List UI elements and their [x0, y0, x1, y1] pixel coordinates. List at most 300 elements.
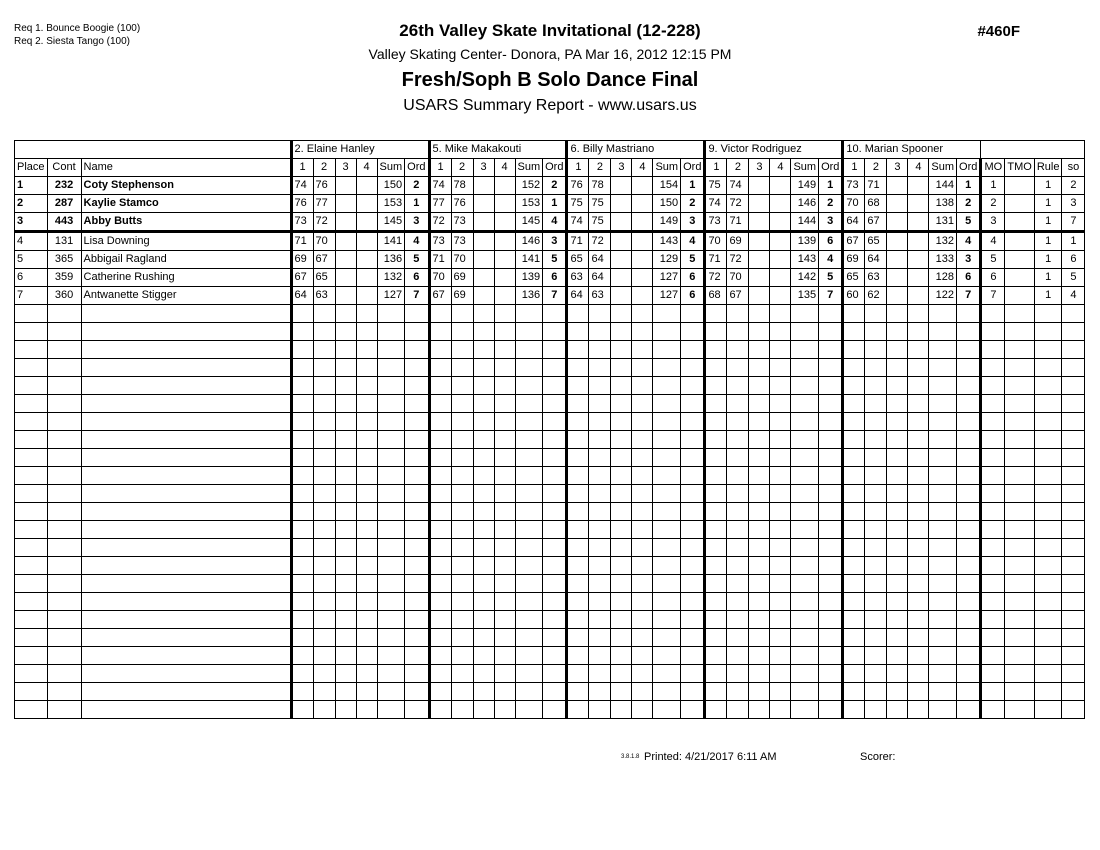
score-cell	[727, 575, 749, 593]
col-header-2: 2	[313, 159, 335, 177]
score-cell	[865, 647, 887, 665]
ordinal-cell	[543, 701, 567, 719]
score-cell	[632, 195, 653, 213]
software-version: 3.8.1.8	[621, 754, 640, 760]
score-cell	[335, 359, 356, 377]
score-cell	[770, 251, 791, 269]
score-cell	[335, 665, 356, 683]
score-cell	[865, 485, 887, 503]
start-order-cell	[1062, 449, 1085, 467]
empty-row	[15, 647, 1085, 665]
results-table	[14, 140, 1085, 719]
ordinal-cell	[819, 557, 843, 575]
ordinal-cell: 5	[957, 213, 981, 232]
score-cell	[770, 485, 791, 503]
contestant-number-cell	[47, 521, 81, 539]
judge-name-cell: 9. Victor Rodriguez	[705, 141, 843, 159]
ordinal-cell	[681, 593, 705, 611]
score-cell	[887, 467, 908, 485]
ordinal-cell	[819, 647, 843, 665]
score-cell	[335, 377, 356, 395]
score-cell	[356, 359, 377, 377]
empty-row	[15, 575, 1085, 593]
sum-cell	[653, 647, 681, 665]
place-cell	[15, 701, 48, 719]
sum-cell	[377, 701, 405, 719]
score-cell	[749, 305, 770, 323]
ordinal-cell	[819, 449, 843, 467]
score-cell	[632, 449, 653, 467]
score-cell	[494, 213, 515, 232]
tmo-cell	[1005, 629, 1034, 647]
score-cell: 70	[451, 251, 473, 269]
event-number: #460F	[977, 23, 1020, 40]
score-cell	[589, 341, 611, 359]
score-cell	[611, 213, 632, 232]
score-cell	[451, 449, 473, 467]
score-cell	[705, 467, 727, 485]
score-cell	[567, 665, 589, 683]
score-cell	[473, 177, 494, 195]
score-cell	[589, 539, 611, 557]
score-cell	[887, 177, 908, 195]
score-cell	[451, 683, 473, 701]
score-cell	[749, 195, 770, 213]
ordinal-cell	[819, 665, 843, 683]
place-cell: 6	[15, 269, 48, 287]
score-cell	[473, 213, 494, 232]
start-order-cell	[1062, 503, 1085, 521]
ordinal-cell	[681, 395, 705, 413]
sum-cell	[377, 395, 405, 413]
ordinal-cell	[405, 485, 429, 503]
judge-header-row	[15, 141, 1085, 159]
score-cell: 63	[313, 287, 335, 305]
ordinal-cell: 5	[543, 251, 567, 269]
contestant-number-cell: 287	[47, 195, 81, 213]
ordinal-cell: 6	[819, 232, 843, 251]
score-cell	[356, 341, 377, 359]
score-cell	[494, 377, 515, 395]
start-order-cell	[1062, 575, 1085, 593]
ordinal-cell	[957, 665, 981, 683]
skater-name-cell	[81, 665, 291, 683]
empty-row	[15, 557, 1085, 575]
sum-cell	[653, 539, 681, 557]
ordinal-cell: 6	[681, 269, 705, 287]
start-order-cell	[1062, 539, 1085, 557]
ordinal-cell	[819, 593, 843, 611]
score-cell	[589, 359, 611, 377]
score-cell	[335, 629, 356, 647]
score-cell	[356, 195, 377, 213]
ordinal-cell	[681, 413, 705, 431]
contestant-number-cell	[47, 629, 81, 647]
rule-cell	[1034, 575, 1062, 593]
score-cell: 76	[291, 195, 313, 213]
score-cell	[908, 557, 929, 575]
judge-name-cell: 10. Marian Spooner	[843, 141, 981, 159]
col-header-ord: Ord	[681, 159, 705, 177]
ordinal-cell	[405, 377, 429, 395]
score-cell	[494, 557, 515, 575]
score-cell: 69	[451, 269, 473, 287]
contestant-number-cell	[47, 683, 81, 701]
sum-cell	[515, 341, 543, 359]
score-cell	[589, 431, 611, 449]
skater-name-cell	[81, 521, 291, 539]
ordinal-cell	[681, 431, 705, 449]
place-cell	[15, 611, 48, 629]
score-cell: 76	[451, 195, 473, 213]
contestant-number-cell: 360	[47, 287, 81, 305]
sum-cell	[929, 359, 957, 377]
score-cell: 62	[865, 287, 887, 305]
score-cell	[727, 305, 749, 323]
score-cell	[843, 629, 865, 647]
skater-name-cell	[81, 323, 291, 341]
score-cell	[291, 611, 313, 629]
score-cell	[451, 485, 473, 503]
score-cell	[749, 213, 770, 232]
ordinal-cell	[681, 611, 705, 629]
score-cell	[611, 485, 632, 503]
ordinal-cell	[543, 467, 567, 485]
tmo-cell	[1005, 539, 1034, 557]
sum-cell	[653, 665, 681, 683]
score-cell	[494, 503, 515, 521]
score-cell	[473, 485, 494, 503]
score-cell	[705, 521, 727, 539]
score-cell	[451, 503, 473, 521]
score-cell	[356, 213, 377, 232]
report-title: USARS Summary Report - www.usars.us	[403, 97, 697, 114]
score-cell	[494, 287, 515, 305]
score-cell	[356, 665, 377, 683]
req-1: Req 1. Bounce Boogie (100)	[14, 23, 141, 34]
score-cell	[473, 251, 494, 269]
col-header-ord: Ord	[819, 159, 843, 177]
skater-name-cell	[81, 377, 291, 395]
score-cell	[335, 251, 356, 269]
report-footer	[0, 751, 1100, 767]
score-cell	[494, 177, 515, 195]
sum-cell: 139	[791, 232, 819, 251]
score-cell	[451, 557, 473, 575]
empty-row	[15, 377, 1085, 395]
score-cell	[567, 305, 589, 323]
sum-cell: 129	[653, 251, 681, 269]
score-cell	[567, 611, 589, 629]
score-cell	[705, 359, 727, 377]
tmo-cell	[1005, 593, 1034, 611]
col-header-so: so	[1062, 159, 1085, 177]
score-cell	[313, 665, 335, 683]
score-cell	[589, 575, 611, 593]
ordinal-cell: 6	[957, 269, 981, 287]
score-cell	[429, 413, 451, 431]
score-cell	[335, 539, 356, 557]
score-cell	[865, 359, 887, 377]
score-cell	[770, 467, 791, 485]
score-cell	[770, 503, 791, 521]
sum-cell	[929, 449, 957, 467]
place-cell	[15, 557, 48, 575]
empty-row	[15, 413, 1085, 431]
ordinal-cell	[543, 431, 567, 449]
score-cell	[313, 629, 335, 647]
score-cell	[356, 701, 377, 719]
tmo-cell	[1005, 305, 1034, 323]
score-cell	[429, 647, 451, 665]
score-cell: 64	[865, 251, 887, 269]
score-cell	[451, 377, 473, 395]
sum-cell	[515, 395, 543, 413]
score-cell	[632, 251, 653, 269]
sum-cell	[377, 539, 405, 557]
sum-cell	[377, 647, 405, 665]
ordinal-cell	[957, 377, 981, 395]
score-cell	[567, 683, 589, 701]
score-cell	[451, 665, 473, 683]
col-header-4: 4	[908, 159, 929, 177]
score-cell	[335, 341, 356, 359]
score-cell	[473, 431, 494, 449]
sum-cell	[929, 647, 957, 665]
rule-cell	[1034, 557, 1062, 575]
majority-ordinal-cell	[981, 521, 1005, 539]
score-cell	[611, 449, 632, 467]
ordinal-cell	[681, 539, 705, 557]
score-cell	[843, 557, 865, 575]
score-cell	[865, 449, 887, 467]
score-cell	[473, 467, 494, 485]
sum-cell: 152	[515, 177, 543, 195]
score-cell	[632, 611, 653, 629]
majority-ordinal-cell: 3	[981, 213, 1005, 232]
sum-cell	[929, 683, 957, 701]
score-cell	[705, 431, 727, 449]
sum-cell: 128	[929, 269, 957, 287]
score-cell	[632, 213, 653, 232]
score-cell	[429, 485, 451, 503]
sum-cell	[929, 467, 957, 485]
start-order-cell	[1062, 431, 1085, 449]
contestant-number-cell	[47, 395, 81, 413]
score-cell	[865, 413, 887, 431]
sum-cell	[377, 413, 405, 431]
score-cell	[632, 287, 653, 305]
score-cell	[429, 431, 451, 449]
tmo-cell	[1005, 647, 1034, 665]
score-cell	[291, 683, 313, 701]
score-cell	[908, 269, 929, 287]
score-cell	[887, 287, 908, 305]
score-cell	[451, 305, 473, 323]
score-cell: 75	[705, 177, 727, 195]
sum-cell	[929, 575, 957, 593]
score-cell	[908, 177, 929, 195]
score-cell	[494, 467, 515, 485]
sum-cell: 146	[515, 232, 543, 251]
ordinal-cell	[957, 647, 981, 665]
skater-name-cell	[81, 395, 291, 413]
rule-cell	[1034, 359, 1062, 377]
skater-row	[15, 213, 1085, 232]
score-cell	[611, 683, 632, 701]
score-cell	[843, 485, 865, 503]
score-cell	[356, 557, 377, 575]
score-cell	[473, 575, 494, 593]
score-cell: 63	[567, 269, 589, 287]
sum-cell	[653, 683, 681, 701]
score-cell	[887, 232, 908, 251]
start-order-cell: 3	[1062, 195, 1085, 213]
score-cell	[473, 647, 494, 665]
score-cell	[611, 593, 632, 611]
score-cell	[429, 539, 451, 557]
skater-name-cell: Catherine Rushing	[81, 269, 291, 287]
majority-ordinal-cell: 7	[981, 287, 1005, 305]
rule-cell	[1034, 377, 1062, 395]
contestant-number-cell	[47, 377, 81, 395]
score-cell	[473, 593, 494, 611]
score-cell	[356, 449, 377, 467]
place-cell	[15, 395, 48, 413]
score-cell	[887, 305, 908, 323]
score-cell	[313, 359, 335, 377]
sum-cell	[791, 359, 819, 377]
score-cell	[632, 305, 653, 323]
score-cell	[611, 629, 632, 647]
ordinal-cell	[819, 629, 843, 647]
ordinal-cell	[819, 611, 843, 629]
score-cell	[770, 323, 791, 341]
ordinal-cell: 7	[405, 287, 429, 305]
sum-cell	[653, 467, 681, 485]
sum-cell: 153	[377, 195, 405, 213]
score-cell	[291, 395, 313, 413]
tmo-cell	[1005, 232, 1034, 251]
col-header-3: 3	[335, 159, 356, 177]
score-cell	[749, 232, 770, 251]
score-cell	[705, 647, 727, 665]
majority-ordinal-cell: 2	[981, 195, 1005, 213]
ordinal-cell	[681, 323, 705, 341]
score-cell	[749, 341, 770, 359]
ordinal-cell	[957, 611, 981, 629]
score-cell	[473, 287, 494, 305]
score-cell	[589, 647, 611, 665]
sum-cell	[929, 377, 957, 395]
score-cell	[908, 485, 929, 503]
score-cell	[291, 431, 313, 449]
score-cell	[451, 701, 473, 719]
score-cell	[843, 503, 865, 521]
place-cell: 4	[15, 232, 48, 251]
tmo-cell	[1005, 683, 1034, 701]
col-header-4: 4	[356, 159, 377, 177]
score-cell	[908, 611, 929, 629]
score-cell	[887, 251, 908, 269]
score-cell	[429, 611, 451, 629]
start-order-cell	[1062, 647, 1085, 665]
sum-cell: 132	[377, 269, 405, 287]
score-cell	[356, 485, 377, 503]
score-cell	[589, 449, 611, 467]
score-cell	[494, 701, 515, 719]
score-cell	[843, 611, 865, 629]
score-cell	[291, 629, 313, 647]
tmo-cell	[1005, 269, 1034, 287]
col-header-place: Place	[15, 159, 48, 177]
ordinal-cell	[957, 503, 981, 521]
score-cell	[356, 575, 377, 593]
score-cell	[429, 467, 451, 485]
score-cell	[589, 665, 611, 683]
score-cell: 64	[567, 287, 589, 305]
score-cell: 75	[589, 213, 611, 232]
score-cell	[632, 629, 653, 647]
ordinal-cell	[819, 359, 843, 377]
rule-cell	[1034, 341, 1062, 359]
empty-row	[15, 611, 1085, 629]
score-cell	[291, 377, 313, 395]
score-cell	[473, 232, 494, 251]
score-cell	[567, 431, 589, 449]
start-order-cell: 1	[1062, 232, 1085, 251]
score-cell	[865, 521, 887, 539]
sum-cell	[791, 593, 819, 611]
contestant-number-cell	[47, 611, 81, 629]
score-cell	[335, 449, 356, 467]
score-cell	[429, 377, 451, 395]
majority-ordinal-cell: 5	[981, 251, 1005, 269]
ordinal-cell	[957, 539, 981, 557]
score-cell	[567, 701, 589, 719]
score-cell	[727, 629, 749, 647]
skater-name-cell: Abby Butts	[81, 213, 291, 232]
score-cell	[705, 377, 727, 395]
score-cell	[727, 557, 749, 575]
score-cell	[451, 341, 473, 359]
sum-cell: 138	[929, 195, 957, 213]
ordinal-cell	[957, 575, 981, 593]
sum-cell	[515, 557, 543, 575]
contestant-number-cell	[47, 701, 81, 719]
col-header-1: 1	[843, 159, 865, 177]
score-cell	[749, 251, 770, 269]
score-cell: 64	[843, 213, 865, 232]
majority-ordinal-cell	[981, 323, 1005, 341]
col-header-1: 1	[705, 159, 727, 177]
score-cell: 73	[451, 232, 473, 251]
ordinal-cell	[819, 467, 843, 485]
score-cell	[567, 341, 589, 359]
score-cell	[567, 557, 589, 575]
score-cell	[589, 485, 611, 503]
ordinal-cell	[681, 665, 705, 683]
start-order-cell: 4	[1062, 287, 1085, 305]
printed-timestamp: Printed: 4/21/2017 6:11 AM	[644, 751, 777, 763]
col-header-cont: Cont	[47, 159, 81, 177]
sum-cell	[377, 377, 405, 395]
contestant-number-cell: 232	[47, 177, 81, 195]
score-cell	[887, 647, 908, 665]
score-cell	[451, 413, 473, 431]
tmo-cell	[1005, 251, 1034, 269]
score-cell	[589, 521, 611, 539]
